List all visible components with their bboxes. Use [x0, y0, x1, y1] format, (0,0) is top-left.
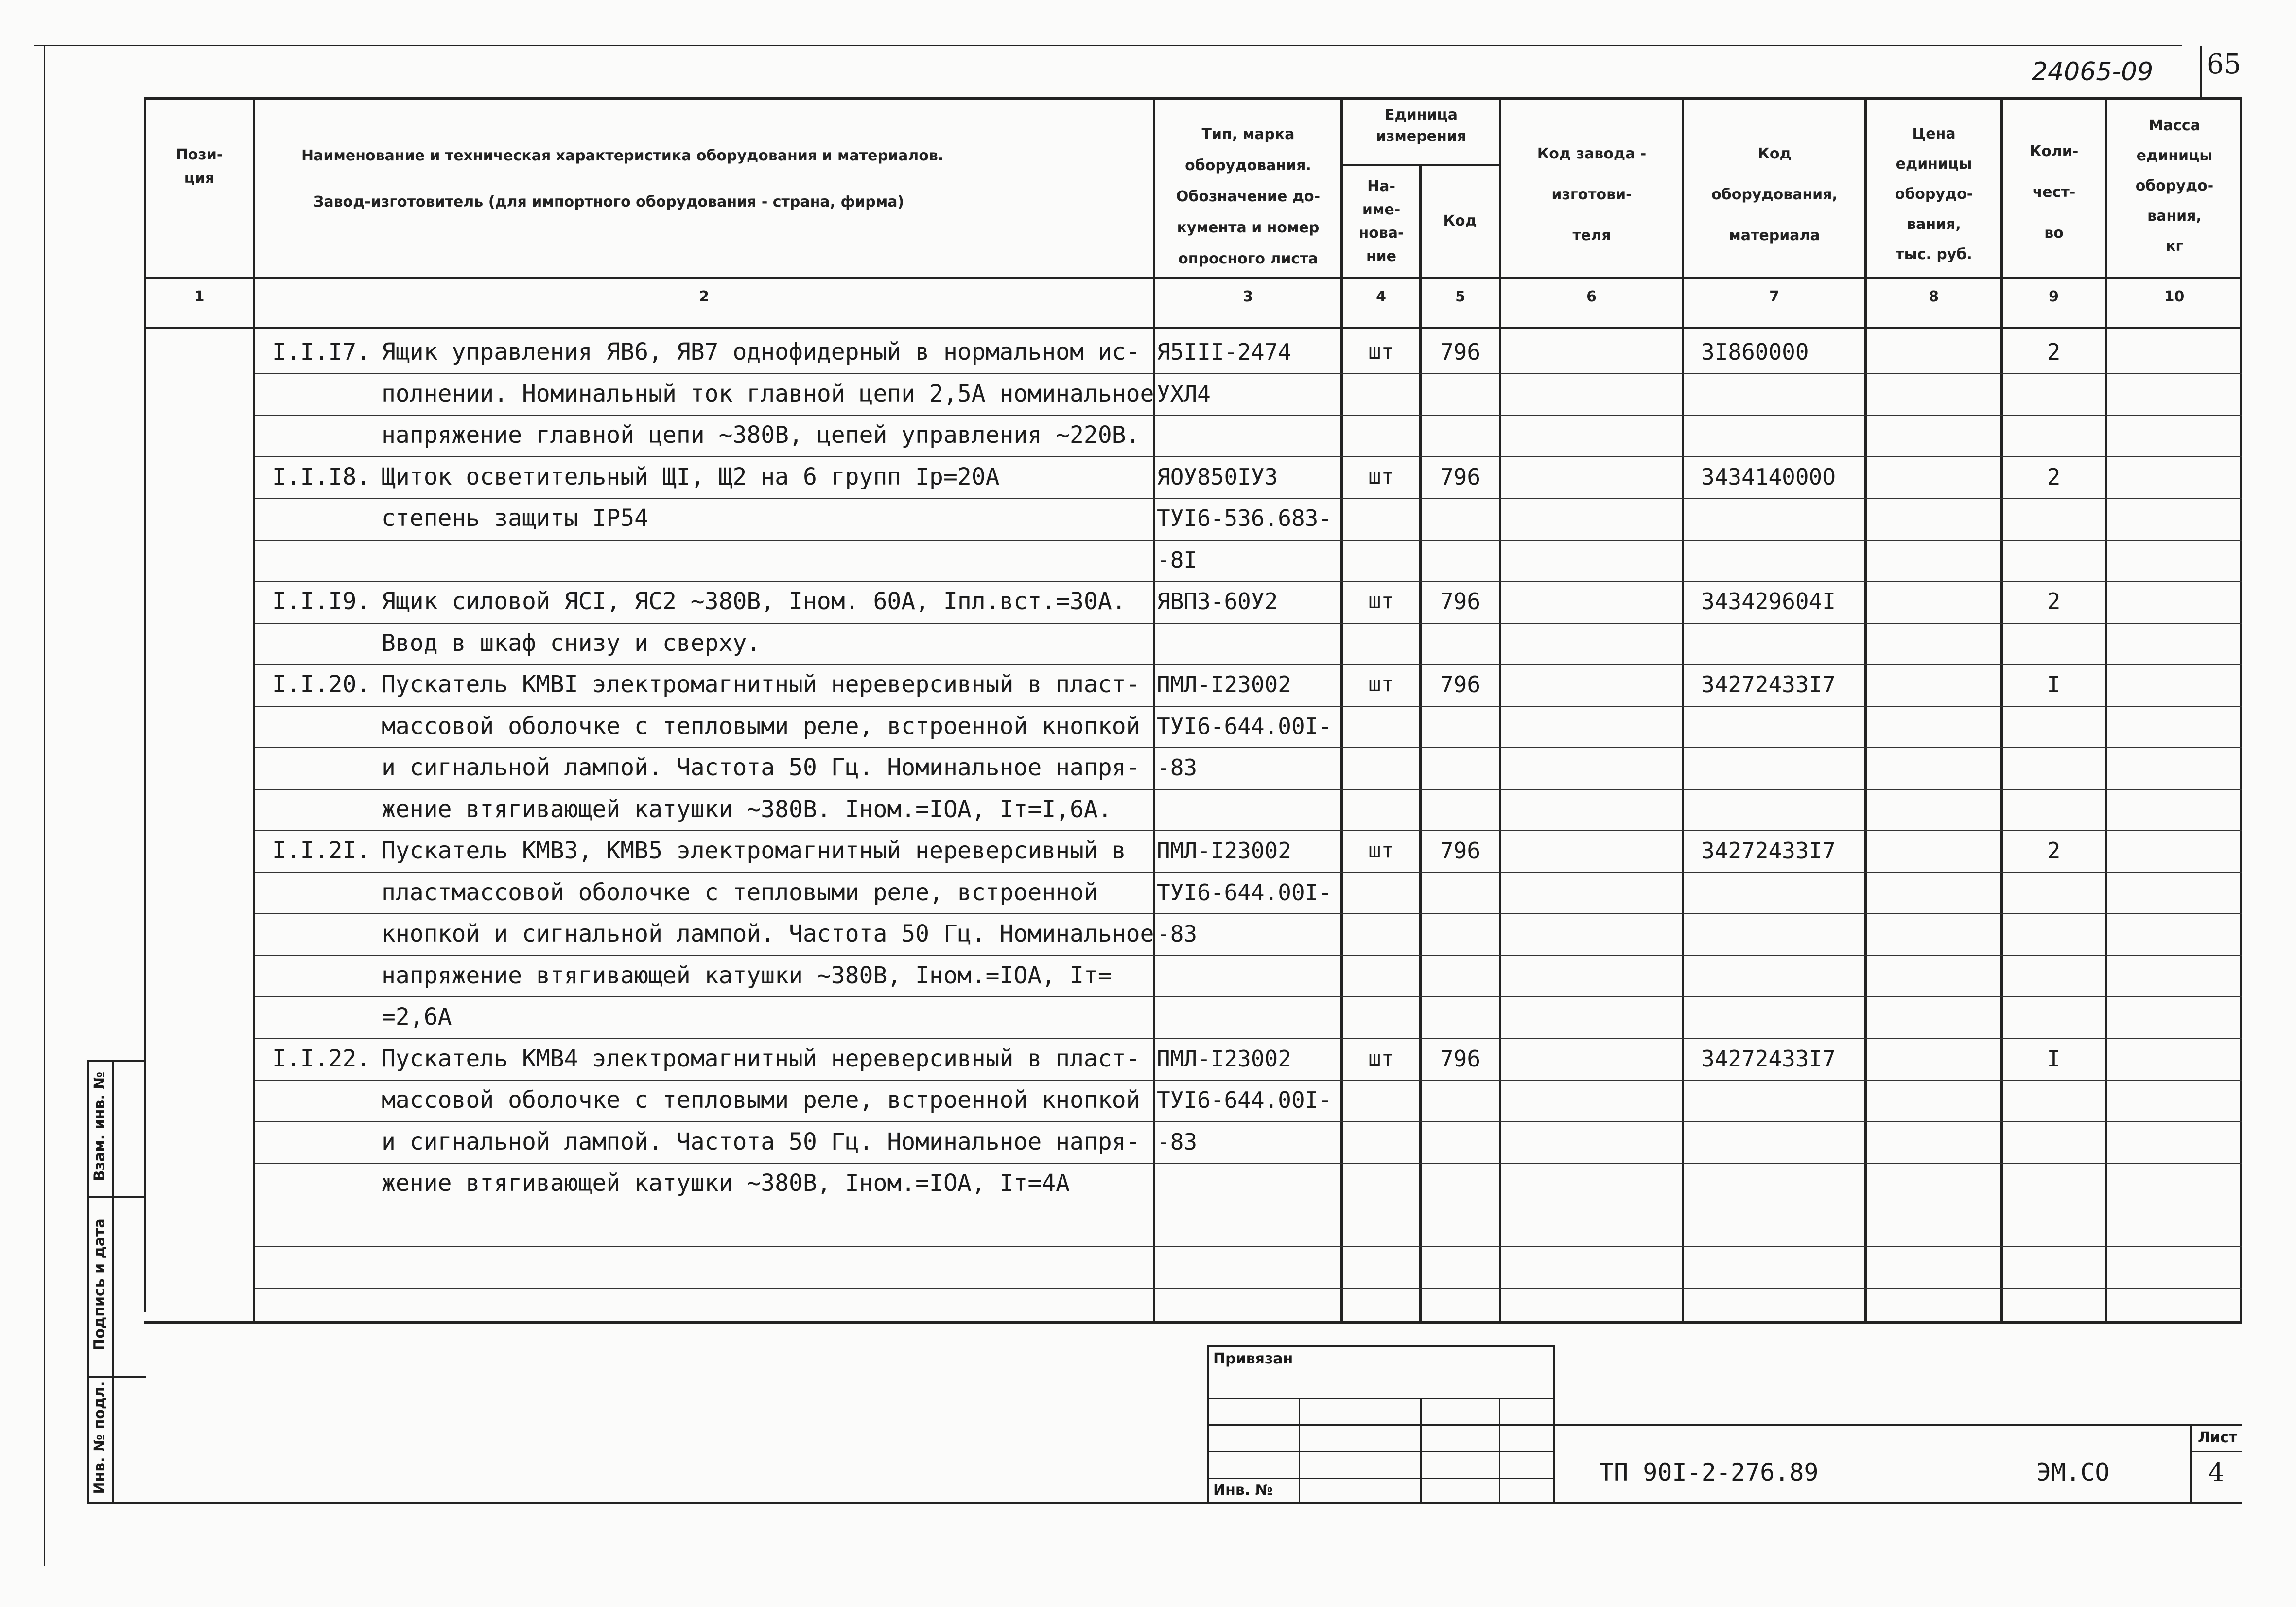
col-line-8 [2000, 97, 2003, 1322]
item-type-line: -83 [1157, 754, 1198, 781]
item-material-code: 343429604I [1701, 588, 1836, 614]
hdr-name-line2: Завод-изготовитель (для импортного оборудования - страна, фирма) [313, 193, 904, 210]
colnum-3: 3 [1243, 288, 1253, 305]
row-line [255, 623, 2242, 624]
row-line [255, 1288, 2242, 1289]
hdr-material-code: Код оборудования, материала [1711, 145, 1838, 244]
item-material-code: 34272433I7 [1701, 1045, 1836, 1072]
item-description-line: Пускатель КМВ3, КМВ5 электромагнитный нереверсивный в [382, 837, 1126, 864]
hdr-name-line1: Наименование и техническая характеристика оборудования и материалов. [301, 147, 944, 164]
item-description-line: Пускатель КМВI электромагнитный нереверсивный в пласт- [382, 671, 1140, 698]
item-unit-code: 796 [1440, 671, 1481, 698]
col-line-2 [1153, 97, 1155, 1322]
stamp-box-top [1207, 1345, 1555, 1347]
item-description-line: жение втягивающей катушки ~380В. Iном.=IOА, Iт=I,6А. [382, 795, 1112, 823]
item-type-line: ЯОУ850IУ3 [1157, 463, 1278, 490]
stamp-privyazan: Привязан [1213, 1350, 1293, 1367]
item-unit: шт [1368, 589, 1394, 613]
row-line [255, 415, 2242, 416]
table-bottom [144, 1321, 2242, 1324]
item-position: I.I.22. [272, 1045, 371, 1072]
row-line [255, 1121, 2242, 1122]
col-line-1 [253, 97, 255, 1322]
item-unit-code: 796 [1440, 1045, 1481, 1072]
hdr-factory-code: Код завода - изготови- теля [1537, 145, 1647, 244]
item-type-line: ТУI6-536.683- [1157, 505, 1332, 531]
colnum-5: 5 [1455, 288, 1465, 305]
item-type-line: Я5III-2474 [1157, 339, 1291, 365]
item-description-line: Ящик управления ЯВ6, ЯВ7 однофидерный в нормальном ис- [382, 338, 1140, 366]
hdr-type: Тип, марка оборудования. Обозначение до- кумента и номер опросного листа [1176, 126, 1321, 267]
col-line-9 [2105, 97, 2107, 1322]
item-type-line: ТУI6-644.00I- [1157, 1087, 1332, 1113]
page-number-box-left [2200, 46, 2202, 97]
item-type-line: ПМЛ-I23002 [1157, 838, 1291, 864]
colnum-8: 8 [1929, 288, 1939, 305]
frame-bottom [87, 1502, 2242, 1504]
side-strip-mid [112, 1060, 114, 1504]
side-strip-div1 [87, 1196, 146, 1198]
row-line [255, 913, 2242, 914]
side-strip-left [87, 1060, 89, 1504]
row-line [255, 373, 2242, 374]
row-line [255, 1163, 2242, 1164]
item-description-line: Ящик силовой ЯСI, ЯС2 ~380В, Iном. 60А, Iпл.вст.=30А. [382, 588, 1126, 615]
row-line [255, 996, 2242, 997]
item-description-line: Ввод в шкаф снизу и сверху. [382, 629, 761, 657]
item-unit: шт [1368, 672, 1394, 697]
col-line-3 [1340, 97, 1343, 1322]
stamp-h2 [1207, 1424, 1555, 1426]
row-line [255, 830, 2242, 831]
side-label-signature-date: Подпись и дата [91, 1218, 108, 1351]
row-line [255, 581, 2242, 582]
hdr-unit-code: Код [1443, 212, 1477, 229]
item-description-line: напряжение втягивающей катушки ~380В, Iном.=IOА, Iт= [382, 961, 1112, 989]
header-bottom [144, 277, 2242, 279]
outer-top-line [34, 45, 2182, 46]
hdr-unit: Единица измерения [1375, 106, 1467, 145]
item-description-line: степень защиты IР54 [382, 505, 649, 532]
title-block-top [1553, 1424, 2242, 1426]
item-position: I.I.I7. [272, 338, 371, 366]
item-description-line: и сигнальной лампой. Частота 50 Гц. Номинальное напря- [382, 1128, 1140, 1155]
item-type-line: ТУI6-644.00I- [1157, 879, 1332, 906]
col-line-7 [1864, 97, 1867, 1322]
hdr-price: Цена единицы оборудо- вания, тыс. руб. [1895, 125, 1973, 263]
colnum-10: 10 [2164, 288, 2185, 305]
hdr-quantity: Коли- чест- во [2029, 143, 2079, 242]
col-line-5 [1499, 97, 1501, 1322]
colnum-7: 7 [1769, 288, 1779, 305]
row-line [255, 664, 2242, 665]
side-label-replace-inv: Взам. инв. № [91, 1071, 108, 1182]
item-type-line: -83 [1157, 921, 1198, 947]
col-line-6 [1682, 97, 1684, 1322]
item-unit-code: 796 [1440, 339, 1481, 365]
colnum-9: 9 [2049, 288, 2059, 305]
frame-right [2240, 97, 2242, 1322]
colnum-6: 6 [1586, 288, 1597, 305]
doc-code: ЭМ.СО [2036, 1458, 2110, 1486]
item-position: I.I.I8. [272, 463, 371, 490]
outer-left-line [44, 45, 45, 1566]
stamp-v1 [1299, 1398, 1300, 1502]
doc-number: ТП 90I-2-276.89 [1599, 1458, 1819, 1486]
item-material-code: 34272433I7 [1701, 671, 1836, 698]
row-line [255, 955, 2242, 956]
item-description-line: пластмассовой оболочке с тепловыми реле, встроенной [382, 878, 1098, 906]
item-type-line: ПМЛ-I23002 [1157, 671, 1291, 698]
side-label-orig-inv: Инв. № подл. [91, 1381, 108, 1494]
list-number: 4 [2208, 1458, 2225, 1487]
item-quantity: 2 [2047, 463, 2061, 490]
item-description-line: напряжение главной цепи ~380В, цепей управления ~220В. [382, 421, 1140, 449]
item-unit-code: 796 [1440, 588, 1481, 614]
item-unit: шт [1368, 1046, 1394, 1071]
item-unit-code: 796 [1440, 463, 1481, 490]
colnum-bottom [144, 327, 2242, 329]
item-quantity: 2 [2047, 838, 2061, 864]
item-position: I.I.2I. [272, 837, 371, 864]
row-line [255, 498, 2242, 499]
item-unit-code: 796 [1440, 838, 1481, 864]
row-line [255, 747, 2242, 748]
item-description-line: полнении. Номинальный ток главной цепи 2,5А номинальное [382, 380, 1154, 407]
frame-top [144, 97, 2242, 100]
item-type-line: ЯВП3-60У2 [1157, 588, 1278, 614]
row-line [255, 1246, 2242, 1247]
item-material-code: 3I860000 [1701, 339, 1809, 365]
item-type-line: ПМЛ-I23002 [1157, 1045, 1291, 1072]
item-position: I.I.20. [272, 671, 371, 698]
item-quantity: 2 [2047, 588, 2061, 614]
item-description-line: Щиток осветительный ЩI, Щ2 на 6 групп Iр=20А [382, 463, 1000, 490]
page-number: 65 [2207, 49, 2242, 80]
row-line [255, 1038, 2242, 1039]
row-line [255, 789, 2242, 790]
item-description-line: жение втягивающей катушки ~380В, Iном.=IOА, Iт=4А [382, 1170, 1070, 1197]
item-type-line: -8I [1157, 546, 1198, 573]
stamp-inv: Инв. № [1213, 1482, 1273, 1499]
item-description-line: Пускатель КМВ4 электромагнитный нереверсивный в пласт- [382, 1045, 1140, 1072]
sheet-mark: 24065-09 [2032, 57, 2154, 87]
hdr-position: Пози- ция [175, 146, 223, 187]
item-description-line: и сигнальной лампой. Частота 50 Гц. Номинальное напря- [382, 754, 1140, 781]
row-line [255, 706, 2242, 707]
item-type-line: -83 [1157, 1128, 1198, 1155]
item-material-code: 343414000О [1701, 463, 1836, 490]
item-unit: шт [1368, 464, 1394, 489]
item-description-line: массовой оболочке с тепловыми реле, встроенной кнопкой [382, 1086, 1140, 1114]
item-description-line: =2,6А [382, 1003, 452, 1031]
stamp-h1 [1207, 1398, 1555, 1399]
item-unit: шт [1368, 838, 1394, 863]
stamp-v2 [1420, 1398, 1422, 1502]
hdr-unit-name: На- име- нова- ние [1358, 178, 1404, 265]
item-description-line: кнопкой и сигнальной лампой. Частота 50 Гц. Номинальное [382, 920, 1154, 947]
item-quantity: 2 [2047, 339, 2061, 365]
frame-left [144, 97, 146, 1312]
stamp-v3 [1499, 1398, 1500, 1502]
row-line [255, 456, 2242, 457]
colnum-2: 2 [699, 288, 709, 305]
item-quantity: I [2047, 671, 2061, 698]
row-line [255, 1080, 2242, 1081]
row-line [255, 540, 2242, 541]
item-type-line: ТУI6-644.00I- [1157, 713, 1332, 739]
item-unit: шт [1368, 339, 1394, 364]
item-material-code: 34272433I7 [1701, 838, 1836, 864]
item-position: I.I.I9. [272, 588, 371, 615]
item-description-line: массовой оболочке с тепловыми реле, встроенной кнопкой [382, 712, 1140, 740]
list-box-mid [2190, 1451, 2242, 1452]
item-type-line: УХЛ4 [1157, 380, 1211, 407]
stamp-h3 [1207, 1451, 1555, 1452]
colnum-1: 1 [194, 288, 205, 305]
hdr-mass: Масса единицы оборудо- вания, кг [2135, 117, 2214, 255]
stamp-h4 [1207, 1478, 1555, 1479]
row-line [255, 872, 2242, 873]
colnum-4: 4 [1376, 288, 1386, 305]
item-quantity: I [2047, 1045, 2061, 1072]
list-label: Лист [2198, 1429, 2238, 1446]
